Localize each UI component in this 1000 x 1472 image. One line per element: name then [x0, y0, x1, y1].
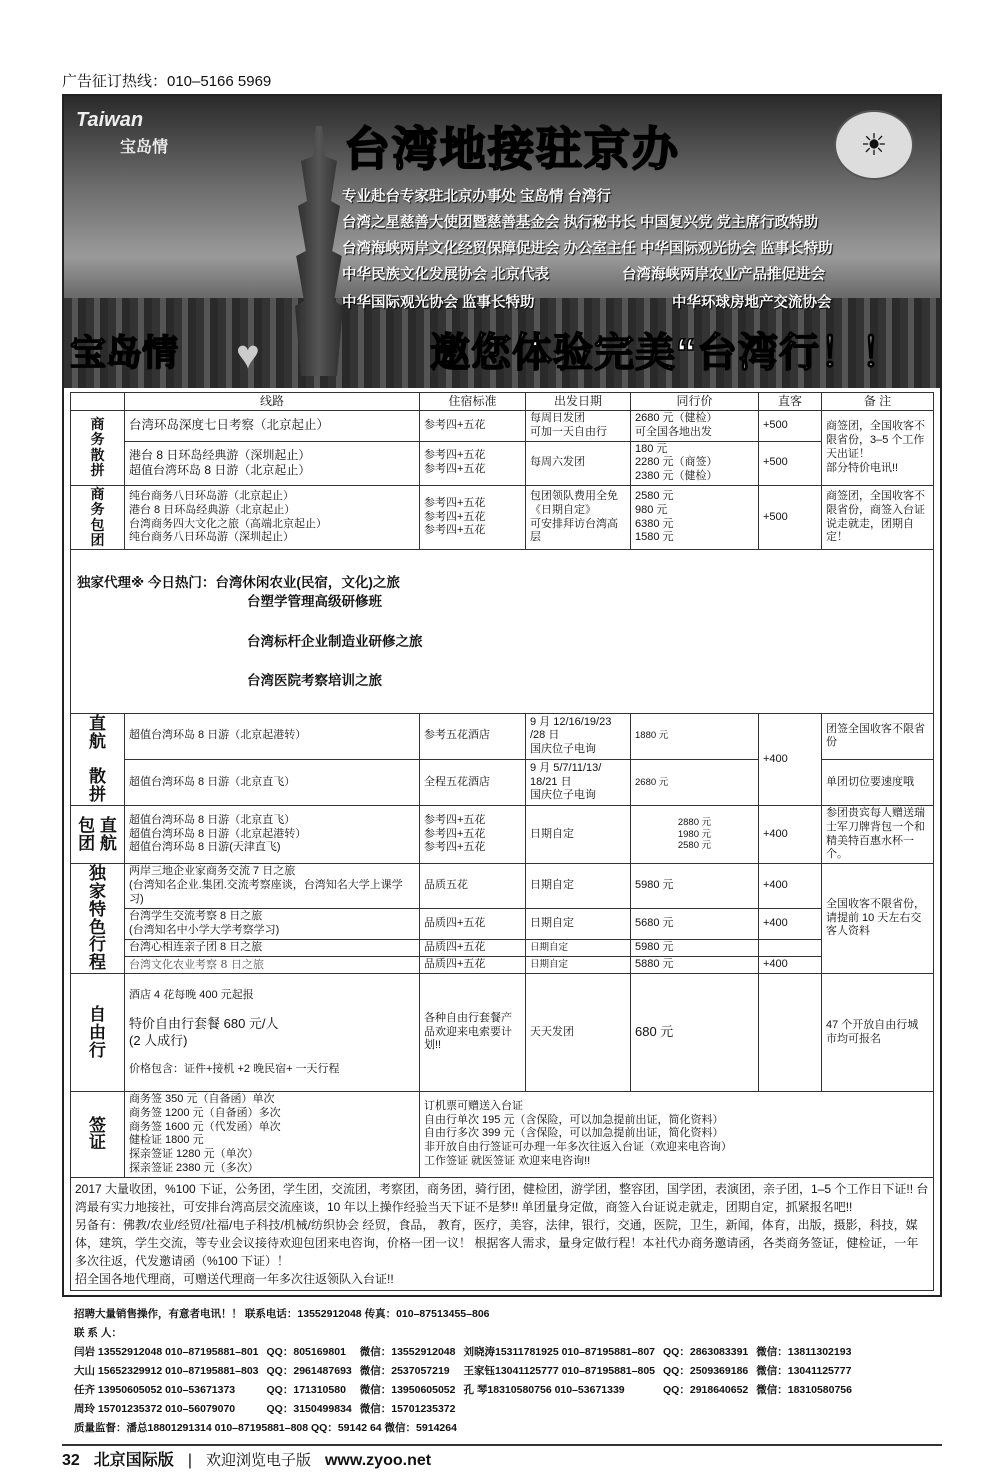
banner-line: 中华环球房地产交流协会 [672, 295, 832, 311]
contacts-label: 联 系 人： [74, 1326, 122, 1339]
table-row [71, 1092, 934, 1178]
closing-row [71, 1177, 934, 1290]
price: 5980 元 [631, 864, 759, 909]
route: 两岸三地企业家商务交流 7 日之旅 (台湾知名企业.集团.交流考察座谈，台湾知名大学上课学习) [125, 864, 420, 909]
price: 2680 元 [631, 759, 759, 805]
date: 日期自定 [526, 806, 631, 864]
route: 特价自由行套餐 680 元/人 (2 人成行) [129, 1016, 279, 1048]
website-link[interactable]: www.zyoo.net [324, 1451, 432, 1469]
route: 台湾学生交流考察 8 日之旅 (台湾知名中小学大学考察学习) [125, 909, 420, 940]
header-cell: 同行价 [631, 393, 759, 411]
divider [62, 1444, 942, 1446]
direct-price: +500 [759, 441, 822, 485]
ad-hotline: 广告征订热线：010–5166 5969 [62, 73, 272, 90]
header-cell: 住宿标准 [420, 393, 526, 411]
table-row [71, 806, 934, 864]
route: 超值台湾环岛 8 日游（北京直飞） [125, 759, 420, 805]
contact-field: QQ：2863083391 [663, 1345, 749, 1358]
category-label: 商 务 散 拼 [71, 411, 125, 486]
category-label: 商 务 包 团 [71, 485, 125, 550]
price: 1880 元 [631, 713, 759, 759]
exclusive-item: 台湾标杆企业制造业研修之旅 [247, 633, 423, 649]
heart-icon: ♥ [236, 333, 260, 377]
contact-field: 微信：18310580756 [756, 1383, 852, 1396]
hotel: 参考四+五花 参考四+五花 参考四+五花 [420, 806, 526, 864]
edition: 北京国际版 [93, 1451, 174, 1469]
route: 台湾文化农业考察 8 日之旅 [125, 957, 420, 974]
category-label: 签 证 [71, 1092, 125, 1178]
table-row [71, 940, 934, 957]
contact-grid [74, 1343, 942, 1419]
direct-price: +400 [759, 713, 822, 805]
table-row [71, 909, 934, 940]
date: 9 月 5/7/11/13/ 18/21 日 国庆位子电询 [526, 759, 631, 805]
hotel: 参考四+五花 [420, 411, 526, 442]
contact-field: 王家钰13041125777 010–87195881–805 [463, 1364, 656, 1377]
date: 日期自定 [526, 909, 631, 940]
header-cell: 备 注 [822, 393, 934, 411]
direct-price [759, 974, 822, 1092]
contact-field: 刘晓涛15311781925 010–87195881–807 [463, 1345, 656, 1358]
header-cell [71, 393, 125, 411]
contacts [62, 1305, 942, 1438]
price: 5880 元 [631, 957, 759, 974]
route: 台湾环岛深度七日考察（北京起止） [125, 411, 420, 442]
banner-line: 专业赴台专家驻北京办事处 宝岛情 台湾行 [342, 189, 612, 205]
date: 每周六发团 [526, 441, 631, 485]
note: 参团贵宾每人赠送瑞士军刀牌背包一个和精美特百惠水杯一个。 [822, 806, 934, 864]
contact-field [464, 1400, 656, 1419]
exclusive-item: 台塑学管理高级研修班 [247, 594, 382, 610]
slogan-right: 邀您体验完美“台湾行！！ [430, 331, 902, 375]
exclusive-heading: 独家代理※ 今日热门：台湾休闲农业(民宿，文化)之旅 [77, 574, 400, 590]
banner-line: 台湾之星慈善大使团暨慈善基金会 执行秘书长 中国复兴党 党主席行政特助 [342, 215, 819, 231]
header-cell: 出发日期 [526, 393, 631, 411]
hotel: 参考四+五花 参考四+五花 [420, 441, 526, 485]
page-number: 32 [62, 1451, 80, 1469]
category-label: 直 航 散 拼 [71, 713, 125, 805]
contact-field: 闫岩 13552912048 010–87195881–801 [74, 1345, 259, 1358]
table-row [71, 957, 934, 974]
price: 2880 元 1980 元 2580 元 [631, 806, 759, 864]
exclusive-row [71, 550, 934, 714]
contact-field: QQ：2509369186 [663, 1364, 749, 1377]
visa-prices: 商务签 350 元（自备函）单次 商务签 1200 元（自备函）多次 商务签 1600 元（代发函）单次 健检证 1800 元 探亲签证 1280 元（单次） 探亲签证 2380 元（多次） [125, 1092, 420, 1178]
footer [62, 1450, 942, 1472]
table-row [71, 485, 934, 550]
header-cell: 直客 [759, 393, 822, 411]
hotel: 品质四+五花 [420, 957, 526, 974]
contact-field [663, 1400, 748, 1419]
route: 港台 8 日环岛经典游（深圳起止） 超值台湾环岛 8 日游（北京起止） [125, 441, 420, 485]
taipei-101-image [289, 126, 349, 376]
table-row [71, 713, 934, 759]
banner-line: 中华国际观光协会 监事长特助 [342, 295, 535, 311]
banner [64, 96, 940, 388]
price: 180 元 2280 元（商签） 2380 元（健检） [631, 441, 759, 485]
separator: | [187, 1451, 192, 1469]
contact-field: 孔 琴18310580756 010–53671339 [463, 1383, 625, 1396]
visa-notes: 订机票可赠送入台证 自由行单次 195 元（含保险，可以加急提前出证，简化资料） 自由行多次 399 元（含保险，可以加急提前出证，简化资料） 非开放自由行签证可办理一年多次往返入台证（欢迎来电咨询） 工作签证 就医签证 欢迎来电咨询!! [420, 1092, 934, 1178]
note: 全国收客不限省份，请提前 10 天左右交客人资料 [822, 864, 934, 974]
header-cell: 线路 [125, 393, 420, 411]
contact-field: 微信：13552912048 [359, 1345, 456, 1358]
recruit-line: 招聘大量销售操作，有意者电讯！！ 联系电话：13552912048 传真：010–87513455–806 [74, 1307, 490, 1320]
contact-field: 微信：13950605052 [359, 1383, 456, 1396]
contact-field: 大山 15652329912 010–87195881–803 [74, 1364, 259, 1377]
hotel: 参考四+五花 参考四+五花 参考四+五花 [420, 485, 526, 550]
tour-table [70, 392, 934, 1291]
hotel: 全程五花酒店 [420, 759, 526, 805]
price: 2680 元（健检） 可全国各地出发 [631, 411, 759, 442]
contact-field: QQ：3150499834 [266, 1402, 352, 1415]
contact-field: 微信：2537057219 [359, 1364, 450, 1377]
welcome-text: 欢迎浏览电子版 [205, 1451, 311, 1469]
direct-price: +400 [759, 957, 822, 974]
contact-field: 任齐 13950605052 010–53671373 [74, 1383, 236, 1396]
ad-frame [62, 94, 942, 1297]
category-label: 包 直 团 航 [71, 806, 125, 864]
date: 包团领队费用全免《日期自定》 可安排拜访台湾高层 [526, 485, 631, 550]
banner-line: 台湾海峡两岸文化经贸保障促进会 办公室主任 中华国际观光协会 监事长特助 [342, 241, 833, 257]
route: 酒店 4 花每晚 400 元起报 [129, 988, 254, 1001]
contact-field: 微信：15701235372 [359, 1402, 456, 1415]
direct-price: +500 [759, 411, 822, 442]
table-header [71, 393, 934, 411]
price: 5980 元 [631, 940, 759, 957]
contact-field [756, 1400, 852, 1419]
direct-price: +400 [759, 806, 822, 864]
contact-field: 周玲 15701235372 010–56079070 [74, 1402, 236, 1415]
note: 47 个开放自由行城市均可报名 [822, 974, 934, 1092]
slogan-left: 宝岛情 [70, 332, 179, 373]
price: 5680 元 [631, 909, 759, 940]
contact-field: QQ：171310580 [266, 1383, 346, 1396]
quality-line: 质量监督：潘总18801291314 010–87195881–808 QQ：59142 64 微信：5914264 [74, 1421, 457, 1434]
category-label: 独 家 特 色 行 程 [71, 864, 125, 974]
page [62, 72, 942, 1472]
banner-title: 台湾地接驻京办 [344, 123, 680, 175]
hotel: 各种自由行套餐产品欢迎来电索要计划!! [420, 974, 526, 1092]
direct-price: +500 [759, 485, 822, 550]
date: 9 月 12/16/19/23 /28 日 国庆位子电询 [526, 713, 631, 759]
hotel: 品质四+五花 [420, 940, 526, 957]
route: 纯台商务八日环岛游（北京起止） 港台 8 日环岛经典游（北京起止） 台湾商务四大文化之旅（高端北京起止） 纯台商务八日环岛游（深圳起止） [125, 485, 420, 550]
direct-price [759, 940, 822, 957]
logo-subtitle: 宝岛情 [120, 139, 169, 156]
route: 超值台湾环岛 8 日游（北京起港转） [125, 713, 420, 759]
price: 680 元 [631, 974, 759, 1092]
direct-price: +400 [759, 909, 822, 940]
contact-field: 微信：13041125777 [756, 1364, 852, 1377]
logo: Taiwan [76, 109, 144, 131]
route: 台湾心相连亲子团 8 日之旅 [125, 940, 420, 957]
hotel: 品质四+五花 [420, 909, 526, 940]
note: 团签全国收客不限省份 [822, 713, 934, 759]
note: 单团切位要速度哦 [822, 759, 934, 805]
banner-line: 中华民族文化发展协会 北京代表 [342, 267, 550, 283]
note: 商签团，全国收客不限省份，商签入台证说走就走，团期自定！ [822, 485, 934, 550]
route: 价格包含：证件+接机 +2 晚民宿+ 一天行程 [129, 1062, 340, 1075]
date: 日期自定 [526, 940, 631, 957]
table-row [71, 411, 934, 442]
table-row [71, 974, 934, 1092]
table-row [71, 441, 934, 485]
contact-field: QQ：2918640652 [663, 1383, 749, 1396]
exclusive-item: 台湾医院考察培训之旅 [247, 672, 382, 688]
hotel: 品质五花 [420, 864, 526, 909]
table-row [71, 864, 934, 909]
banner-line: 台湾海峡两岸农业产品推促进会 [622, 267, 825, 283]
price: 2580 元 980 元 6380 元 1580 元 [631, 485, 759, 550]
note: 商签团，全国收客不限省份，3–5 个工作天出证！ 部分特价电讯!! [822, 411, 934, 486]
closing-text: 2017 大量收团，%100 下证，公务团，学生团，交流团，考察团，商务团，骑行团，健检团，游学团，整容团，国学团，表演团，亲子团，1–5 个工作日下证!! 台湾最有实力地接社，可安排台湾高层交流座谈，10 年以上操作经验当天下证不是梦!! 单团量身定做，商签入台证说走就走，团期自定，抓紧报名吧!! 另备有：佛教/农业/经贸/社福/电子科技/机械/纺织协会 经贸，食品， 教育，医疗，美容，法律，银行，交通，医院，卫生，新闻，体育，出版，摄影，科技，媒体，建筑，学生交流，等专业会议接待欢迎包团来电咨询，价格一团一议！ 根据客人需求，量身定做行程！本社代办商务邀请函，各类商务签证，健检证，一年多次往返，代发邀请函（%100 下证）！ 招全国各地代理商，可赠送代理商一年多次往返领队入台证!! [71, 1177, 934, 1290]
category-label: 自 由 行 [71, 974, 125, 1092]
route: 超值台湾环岛 8 日游（北京直飞） 超值台湾环岛 8 日游（北京起港转） 超值台湾环岛 8 日游(天津直飞) [125, 806, 420, 864]
date: 日期自定 [526, 864, 631, 909]
direct-price: +400 [759, 864, 822, 909]
date: 天天发团 [526, 974, 631, 1092]
date: 日期自定 [526, 957, 631, 974]
hotel: 参考五花酒店 [420, 713, 526, 759]
date: 每周日发团 可加一天自由行 [526, 411, 631, 442]
contact-field: QQ：2961487693 [266, 1364, 352, 1377]
contact-field: QQ：805169801 [266, 1345, 346, 1358]
contact-field: 微信：13811302193 [756, 1345, 852, 1358]
sun-mascot-icon: ☀ [834, 110, 914, 180]
